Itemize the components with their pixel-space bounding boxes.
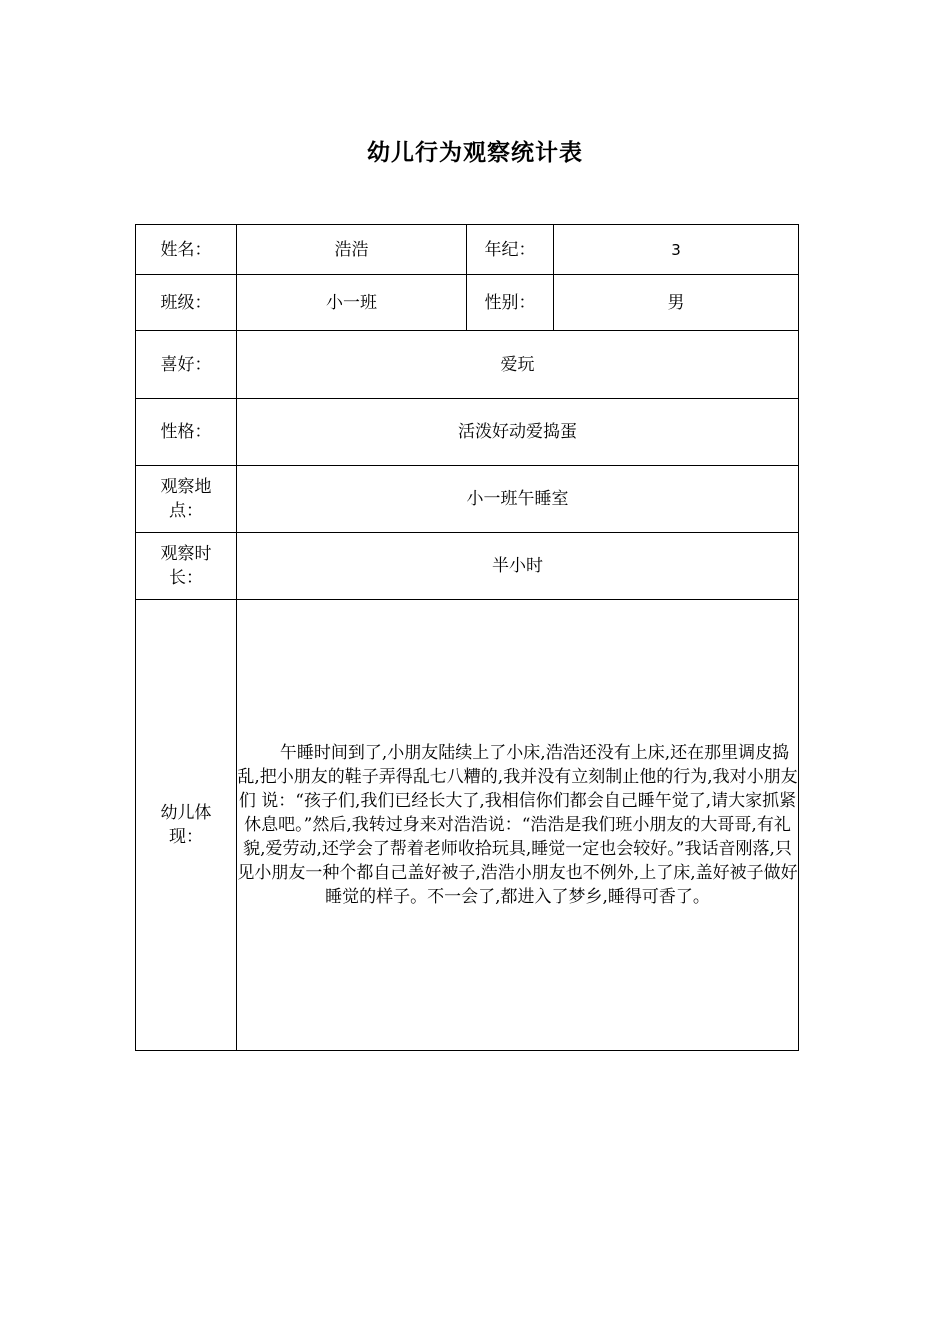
age-value: 3 [554,225,799,275]
behavior-cell [237,600,799,1051]
duration-label: 观察时长： [160,544,212,588]
observation-table [135,224,799,1051]
age-label-cell [467,225,554,275]
hobby-value: 爱玩 [237,331,799,399]
hobby-label: 喜好： [160,354,212,375]
table-row [136,600,799,1051]
personality-label: 性格： [160,422,212,442]
location-value: 小一班午睡室 [237,466,799,533]
class-label: 班级： [160,292,212,313]
table-row [136,466,799,533]
hobby-label-cell [136,331,237,399]
gender-value: 男 [554,275,799,331]
name-label-cell [136,225,237,275]
duration-value: 半小时 [237,533,799,600]
class-value: 小一班 [237,275,467,331]
location-label: 观察地点： [160,477,212,521]
table-row [136,275,799,331]
duration-label-cell [136,533,237,600]
behavior-text: 午睡时间到了,小朋友陆续上了小床,浩浩还没有上床,还在那里调皮捣乱,把小朋友的鞋子弄得乱七八糟的,我并没有立刻制止他的行为,我对小朋友们 说：“孩子们,我们已经长大了,我相信你们都会自己睡午觉了,请大家抓紧休息吧。”然后,我转过身来对浩浩说：“浩浩是我们班小朋友的大哥哥,有礼貌,爱劳动,还学会了帮着老师收拾玩具,睡觉一定也会较好。”我话音刚落,只见小朋友一种个都自己盖好被子,浩浩小朋友也不例外,上了床,盖好被子做好睡觉的样子。不一会了,都进入了梦乡,睡得可香了。 [237,743,798,907]
behavior-label: 幼儿体现： [160,803,212,847]
name-value: 浩浩 [237,225,467,275]
behavior-label-cell [136,600,237,1051]
page-title: 幼儿行为观察统计表 [367,139,583,166]
gender-label-cell [467,275,554,331]
location-label-cell [136,466,237,533]
table-row [136,331,799,399]
personality-label-cell [136,399,237,466]
table-row [136,399,799,466]
class-label-cell [136,275,237,331]
name-label: 姓名： [160,239,212,260]
personality-value: 活泼好动爱捣蛋 [237,399,799,466]
age-label: 年纪： [484,239,536,260]
gender-label: 性别： [484,292,536,313]
table-row [136,533,799,600]
table-row [136,225,799,275]
